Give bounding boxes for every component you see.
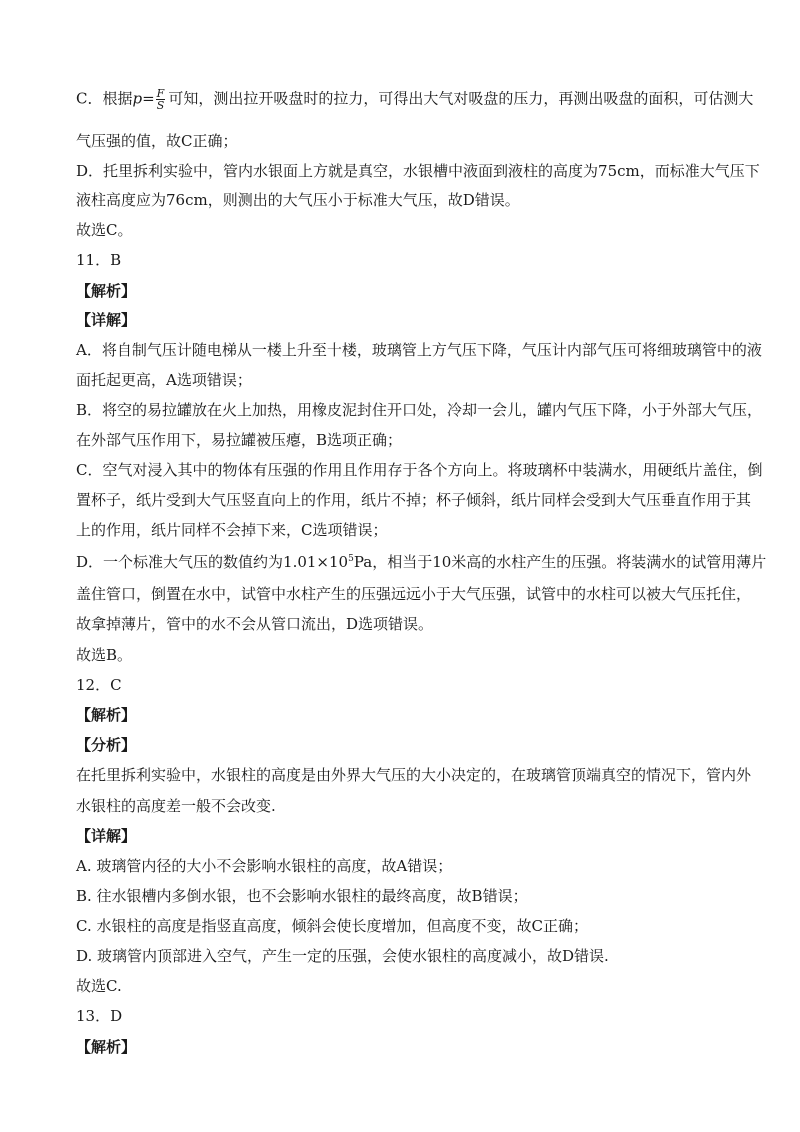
- text-line: B．将空的易拉罐放在火上加热，用橡皮泥封住开口处，冷却一会儿，罐内气压下降，小于外部大气压，: [76, 401, 763, 419]
- text-line: 置杯子，纸片受到大气压竖直向上的作用，纸片不掉；杯子倾斜，纸片同样会受到大气压垂直作用于其: [76, 491, 752, 509]
- section-heading: 【解析】: [76, 282, 137, 300]
- text-line: 故选B。: [76, 646, 133, 664]
- exponent: 5: [348, 554, 354, 564]
- text-line: 面托起更高，A选项错误；: [76, 371, 252, 389]
- text-line: C．空气对浸入其中的物体有压强的作用且作用存于各个方向上。将玻璃杯中装满水，用硬纸片盖住，倒: [76, 461, 763, 479]
- text-line: 液柱高度应为76cm，则测出的大气压小于标准大气压，故D错误。: [76, 191, 520, 209]
- section-heading: 【解析】: [76, 1038, 137, 1056]
- text-line: A. 玻璃管内径的大小不会影响水银柱的高度，故A错误；: [76, 857, 453, 875]
- section-heading: 【详解】: [76, 311, 137, 329]
- question-number: 13．D: [76, 1007, 123, 1025]
- text-line: 在外部气压作用下，易拉罐被压瘪，B选项正确；: [76, 431, 403, 449]
- question-number: 11．B: [76, 251, 122, 269]
- line-text: Pa，相当于10米高的水柱产生的压强。将装满水的试管用薄片: [353, 553, 767, 571]
- text-line: D. 玻璃管内顶部进入空气，产生一定的压强，会使水银柱的高度减小，故D错误.: [76, 947, 609, 965]
- text-line: 在托里拆利实验中，水银柱的高度是由外界大气压的大小决定的，在玻璃管顶端真空的情况下，管内外: [76, 766, 752, 784]
- option-d-pressure-line: [76, 552, 766, 572]
- option-c-formula-line: [76, 88, 753, 111]
- text-line: 故选C.: [76, 977, 122, 995]
- text-line: 上的作用，纸片同样不会掉下来，C选项错误；: [76, 521, 388, 539]
- text-line: 水银柱的高度差一般不会改变.: [76, 797, 276, 815]
- line-text: D．一个标准大气压的数值约为1.01×10: [76, 553, 349, 571]
- section-heading: 【详解】: [76, 827, 137, 845]
- text-line: 故选C。: [76, 221, 133, 239]
- pressure-formula-fraction: [156, 88, 166, 111]
- text-line: 气压强的值，故C正确；: [76, 132, 238, 150]
- formula-variable: p: [132, 89, 143, 108]
- text-line: D．托里拆利实验中，管内水银面上方就是真空，水银槽中液面到液柱的高度为75cm，而标准大气压下: [76, 162, 760, 180]
- line-text: C．根据: [76, 89, 133, 108]
- formula-equals: =: [142, 89, 155, 108]
- section-heading: 【解析】: [76, 706, 137, 724]
- text-line: 盖住管口，倒置在水中，试管中水柱产生的压强远远小于大气压强，试管中的水柱可以被大气压托住，: [76, 585, 752, 603]
- text-line: B. 往水银槽内多倒水银，也不会影响水银柱的最终高度，故B错误；: [76, 887, 528, 905]
- fraction-numerator: F: [156, 87, 165, 100]
- line-text: 可知，测出拉开吸盘时的拉力，可得出大气对吸盘的压力，再测出吸盘的面积，可估测大: [168, 89, 754, 108]
- question-number: 12．C: [76, 676, 122, 694]
- fraction-denominator: S: [156, 99, 165, 112]
- text-line: 故拿掉薄片，管中的水不会从管口流出，D选项错误。: [76, 615, 434, 633]
- text-line: C. 水银柱的高度是指竖直高度，倾斜会使长度增加，但高度不变，故C正确；: [76, 917, 588, 935]
- text-line: A．将自制气压计随电梯从一楼上升至十楼，玻璃管上方气压下降，气压计内部气压可将细玻璃管中的液: [76, 341, 762, 359]
- section-heading: 【分析】: [76, 736, 137, 754]
